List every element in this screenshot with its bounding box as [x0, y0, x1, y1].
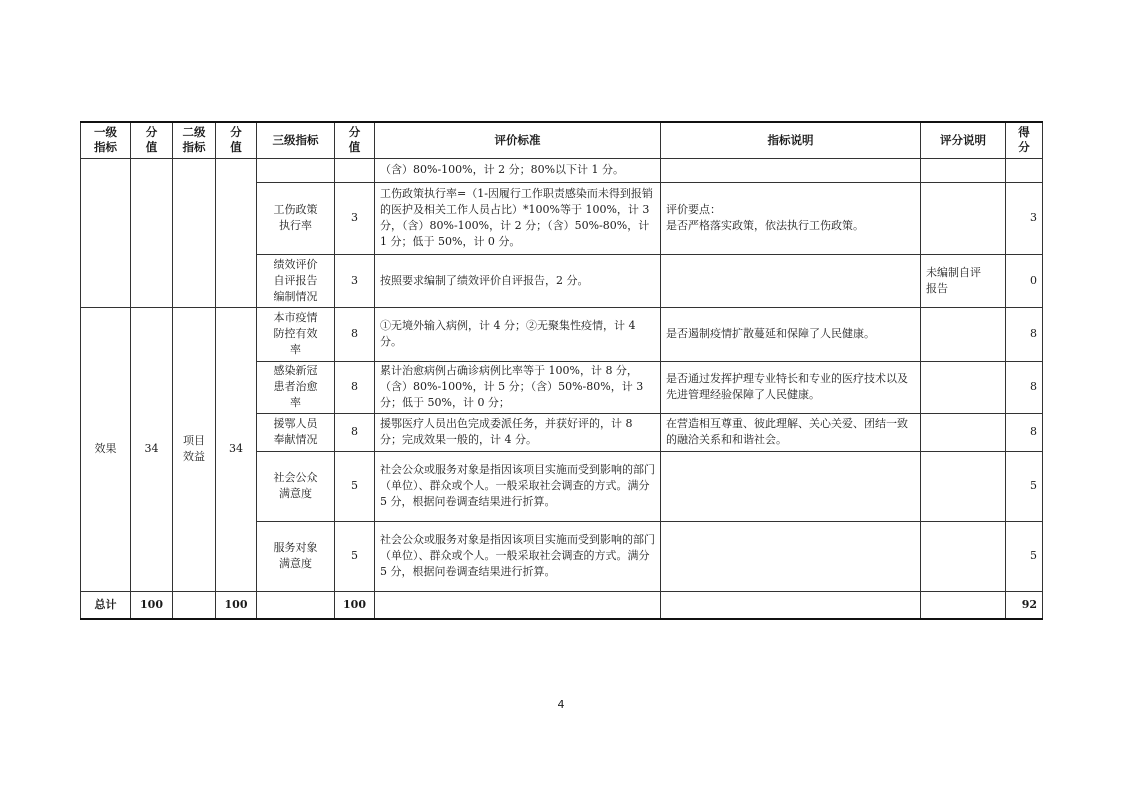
header-row [81, 122, 1043, 158]
cell-result: 8 [1006, 307, 1043, 361]
cell-explanation [661, 158, 921, 182]
cell-indicator: 援鄂人员 奉献情况 [257, 413, 335, 451]
header-level1: 一级 指标 [81, 122, 131, 158]
cell-score: 8 [335, 413, 375, 451]
cell-explanation: 评价要点： 是否严格落实政策，依法执行工伤政策。 [661, 182, 921, 254]
cell-blank-level1 [81, 158, 131, 307]
cell-note [921, 158, 1006, 182]
cell-indicator: 工伤政策 执行率 [257, 182, 335, 254]
total-blank-level2 [173, 591, 216, 619]
page-number: 4 [557, 698, 565, 711]
cell-score [335, 158, 375, 182]
cell-explanation: 是否通过发挥护理专业特长和专业的医疗技术以及先进管理经验保障了人民健康。 [661, 361, 921, 413]
cell-score: 3 [335, 182, 375, 254]
cell-result [1006, 158, 1043, 182]
cell-indicator: 感染新冠 患者治愈 率 [257, 361, 335, 413]
cell-indicator: 服务对象 满意度 [257, 521, 335, 591]
cell-criteria: 累计治愈病例占确诊病例比率等于 100%，计 8 分，（含）80%-100%，计 5 分；（含）50%-80%，计 3 分；低于 50%，计 0 分； [375, 361, 661, 413]
total-row [81, 591, 1043, 619]
cell-blank-score1 [131, 158, 173, 307]
header-level3: 三级指标 [257, 122, 335, 158]
cell-result: 8 [1006, 361, 1043, 413]
cell-score: 5 [335, 451, 375, 521]
cell-blank-level2 [173, 158, 216, 307]
total-blank-level3 [257, 591, 335, 619]
cell-criteria: ①无境外输入病例，计 4 分；②无聚集性疫情，计 4 分。 [375, 307, 661, 361]
cell-note: 未编制自评 报告 [921, 254, 1006, 307]
table-row [81, 307, 1043, 361]
total-score1: 100 [131, 591, 173, 619]
header-score1: 分 值 [131, 122, 173, 158]
cell-explanation [661, 451, 921, 521]
header-explanation: 指标说明 [661, 122, 921, 158]
cell-criteria: 社会公众或服务对象是指因该项目实施而受到影响的部门（单位）、群众或个人。一般采取社会调查的方式。满分 5 分，根据问卷调查结果进行折算。 [375, 521, 661, 591]
cell-indicator [257, 158, 335, 182]
table-row [81, 158, 1043, 182]
cell-criteria: 按照要求编制了绩效评价自评报告，2 分。 [375, 254, 661, 307]
cell-criteria: 工伤政策执行率=（1-因履行工作职责感染而未得到报销的医护及相关工作人员占比）*100%等于 100%，计 3 分，（含）80%-100%，计 2 分；（含）50%-80%，计 1 分；低于 50%，计 0 分。 [375, 182, 661, 254]
cell-score: 5 [335, 521, 375, 591]
cell-score: 8 [335, 361, 375, 413]
cell-note [921, 361, 1006, 413]
total-blank-explanation [661, 591, 921, 619]
header-criteria: 评价标准 [375, 122, 661, 158]
cell-group-score1: 34 [131, 307, 173, 591]
cell-explanation [661, 254, 921, 307]
cell-explanation [661, 521, 921, 591]
cell-result: 5 [1006, 451, 1043, 521]
cell-note [921, 413, 1006, 451]
cell-result: 8 [1006, 413, 1043, 451]
cell-group-level1: 效果 [81, 307, 131, 591]
header-level2: 二级 指标 [173, 122, 216, 158]
cell-result: 5 [1006, 521, 1043, 591]
cell-criteria: （含）80%-100%，计 2 分；80%以下计 1 分。 [375, 158, 661, 182]
evaluation-table [80, 121, 1043, 620]
cell-group-level2: 项目 效益 [173, 307, 216, 591]
cell-blank-score2 [216, 158, 257, 307]
cell-result: 0 [1006, 254, 1043, 307]
cell-group-score2: 34 [216, 307, 257, 591]
cell-indicator: 社会公众 满意度 [257, 451, 335, 521]
cell-note [921, 307, 1006, 361]
header-score2: 分 值 [216, 122, 257, 158]
cell-indicator: 本市疫情 防控有效 率 [257, 307, 335, 361]
cell-criteria: 社会公众或服务对象是指因该项目实施而受到影响的部门（单位）、群众或个人。一般采取社会调查的方式。满分 5 分，根据问卷调查结果进行折算。 [375, 451, 661, 521]
cell-result: 3 [1006, 182, 1043, 254]
total-result: 92 [1006, 591, 1043, 619]
cell-criteria: 援鄂医疗人员出色完成委派任务，并获好评的，计 8 分；完成效果一般的，计 4 分。 [375, 413, 661, 451]
cell-explanation: 在营造相互尊重、彼此理解、关心关爱、团结一致的融洽关系和和谐社会。 [661, 413, 921, 451]
header-scoring-note: 评分说明 [921, 122, 1006, 158]
cell-note [921, 521, 1006, 591]
total-score3: 100 [335, 591, 375, 619]
cell-score: 3 [335, 254, 375, 307]
cell-note [921, 451, 1006, 521]
cell-explanation: 是否遏制疫情扩散蔓延和保障了人民健康。 [661, 307, 921, 361]
header-score3: 分 值 [335, 122, 375, 158]
cell-note [921, 182, 1006, 254]
header-result: 得 分 [1006, 122, 1043, 158]
total-label: 总计 [81, 591, 131, 619]
cell-indicator: 绩效评价 自评报告 编制情况 [257, 254, 335, 307]
cell-score: 8 [335, 307, 375, 361]
total-blank-criteria [375, 591, 661, 619]
total-blank-note [921, 591, 1006, 619]
total-score2: 100 [216, 591, 257, 619]
